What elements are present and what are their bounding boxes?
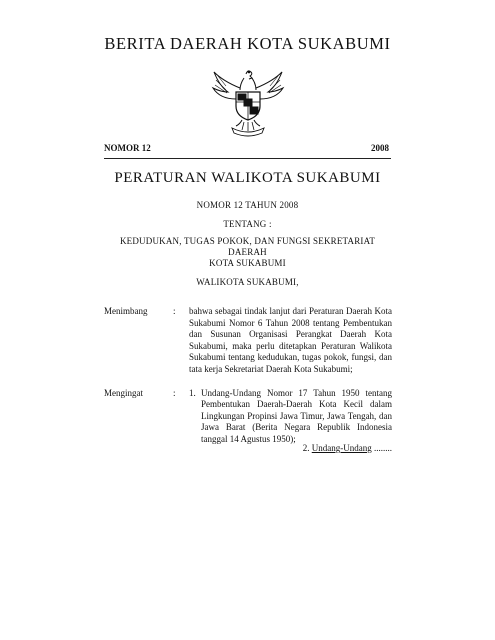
regulation-number: NOMOR 12 TAHUN 2008: [196, 200, 299, 210]
about-label: TENTANG :: [223, 219, 272, 229]
topic-line-2: KOTA SUKABUMI: [209, 258, 286, 268]
continuation-suffix: ........: [371, 443, 392, 453]
garuda-emblem-icon: [210, 66, 286, 138]
mengingat-item-text: Undang-Undang Nomor 17 Tahun 1950 tentang Pembentukan Daerah-Daerah Kota Kecil dalam Lingkungan Propinsi Jawa Timur, Jawa Tengah, dan Jawa Barat (Berita Negara Republik Indonesia tanggal 14 Agustus 1950);: [201, 388, 392, 444]
header-divider: [104, 158, 391, 159]
continuation-underlined: Undang-Undang: [311, 443, 372, 453]
gazette-number: NOMOR 12: [104, 143, 151, 153]
menimbang-text: bahwa sebagai tindak lanjut dari Peraturan Daerah Kota Sukabumi Nomor 6 Tahun 2008 tentang Pembentukan dan Susunan Organisasi Perangkat Daerah Kota Sukabumi, maka perlu ditetapkan Peraturan Walikota Sukabumi tentang kedudukan, tugas pokok, fungsi, dan tata kerja Sekretariat Daerah Kota Sukabumi;: [189, 306, 392, 374]
continuation-catchword: [303, 443, 392, 453]
issuer: WALIKOTA SUKABUMI,: [196, 277, 299, 287]
regulation-topic: [100, 236, 395, 269]
mengingat-colon: :: [173, 388, 176, 398]
topic-line-1: KEDUDUKAN, TUGAS POKOK, DAN FUNGSI SEKRETARIAT DAERAH: [119, 236, 376, 257]
mengingat-label: Mengingat: [104, 388, 143, 398]
menimbang-colon: :: [173, 306, 176, 316]
continuation-prefix: 2.: [302, 443, 312, 453]
regulation-title: PERATURAN WALIKOTA SUKABUMI: [114, 170, 381, 186]
menimbang-label: Menimbang: [104, 306, 148, 316]
mengingat-item-number: 1.: [189, 388, 196, 398]
gazette-year: 2008: [371, 143, 389, 153]
document-title: BERITA DAERAH KOTA SUKABUMI: [104, 34, 391, 53]
